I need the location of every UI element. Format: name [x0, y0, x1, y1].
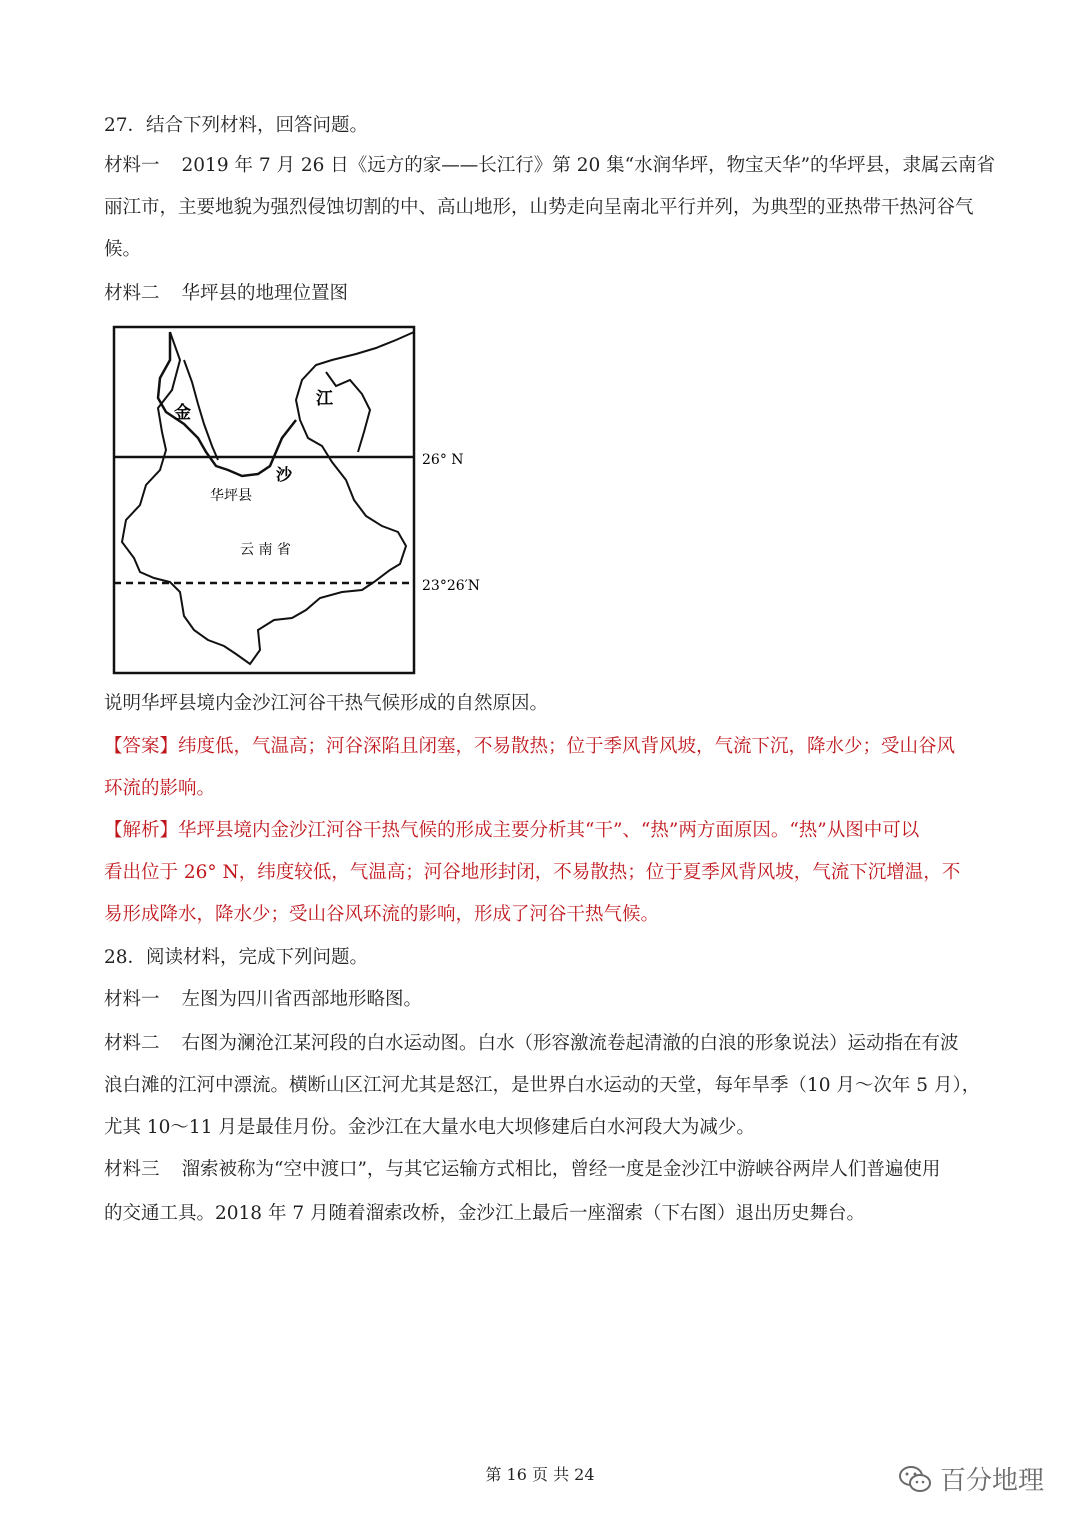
river-char-jin: 金 [174, 403, 191, 423]
watermark-text: 百分地理 [940, 1466, 1045, 1496]
q28-title: 28．阅读材料，完成下列问题。 [104, 947, 369, 968]
wechat-icon [898, 1464, 932, 1494]
q27-material-2 [104, 282, 348, 306]
q28-material-2-line-3: 尤其 10～11 月是最佳月份。金沙江在大量水电大坝修建后白水河段大为减少。 [104, 1117, 755, 1138]
material-label: 材料二 [104, 283, 160, 304]
yunnan-province-label: 云 南 省 [240, 542, 291, 558]
q28-material-2-line-2: 浪白滩的江河中漂流。横断山区江河尤其是怒江，是世界白水运动的天堂，每年旱季（10 月～次年 5 月）， [104, 1075, 981, 1096]
material-text: 右图为澜沧江某河段的白水运动图。白水（形容激流卷起清澈的白浪的形象说法）运动指在有波 [181, 1033, 959, 1054]
q27-answer-line-1: 【答案】纬度低，气温高；河谷深陷且闭塞，不易散热；位于季风背风坡，气流下沉，降水少；受山谷风 [104, 736, 956, 757]
q27-answer-line-2: 环流的影响。 [104, 778, 216, 799]
material-label: 材料一 [104, 155, 160, 176]
material-label: 材料二 [104, 1033, 160, 1054]
q28-material-1 [104, 988, 422, 1012]
material-text: 左图为四川省西部地形略图。 [181, 989, 423, 1010]
material-text: 溜索被称为“空中渡口”，与其它运输方式相比，曾经一度是金沙江中游峡谷两岸人们普遍使用 [181, 1159, 941, 1180]
q28-material-2-line-1 [104, 1032, 959, 1056]
q27-material-1-line-3: 候。 [104, 239, 142, 260]
q27-analysis-line-2: 看出位于 26° N，纬度较低，气温高；河谷地形封闭，不易散热；位于夏季风背风坡，气流下沉增温，不 [104, 862, 961, 883]
material-label: 材料三 [104, 1159, 160, 1180]
material-text: 2019 年 7 月 26 日《远方的家——长江行》第 20 集“水润华坪，物宝天华”的华坪县，隶属云南省 [181, 155, 996, 176]
river-char-jiang: 江 [316, 389, 333, 409]
lat-2326n-label: 23°26′N [422, 578, 481, 594]
q27-material-1-line-1 [104, 154, 995, 178]
page-number: 第 16 页 共 24 [485, 1465, 595, 1484]
q27-analysis-line-1: 【解析】华坪县境内金沙江河谷干热气候的形成主要分析其“干”、“热”两方面原因。“热”从图中可以 [104, 820, 920, 841]
material-text: 华坪县的地理位置图 [181, 283, 349, 304]
q27-title: 27．结合下列材料，回答问题。 [104, 115, 369, 136]
material-label: 材料一 [104, 989, 160, 1010]
q27-question: 说明华坪县境内金沙江河谷干热气候形成的自然原因。 [104, 693, 549, 714]
huaping-location-map [100, 320, 500, 680]
river-char-sha: 沙 [276, 465, 293, 484]
q28-material-3-line-1 [104, 1158, 940, 1182]
q27-material-1-line-2: 丽江市，主要地貌为强烈侵蚀切割的中、高山地形，山势走向呈南北平行并列，为典型的亚热带干热河谷气 [104, 197, 974, 218]
lat-26n-label: 26° N [422, 452, 464, 468]
q27-analysis-line-3: 易形成降水，降水少；受山谷风环流的影响，形成了河谷干热气候。 [104, 904, 660, 925]
q28-material-3-line-2: 的交通工具。2018 年 7 月随着溜索改桥，金沙江上最后一座溜索（下右图）退出历史舞台。 [104, 1203, 865, 1224]
watermark [898, 1460, 1044, 1497]
huaping-county-label: 华坪县 [210, 488, 252, 504]
